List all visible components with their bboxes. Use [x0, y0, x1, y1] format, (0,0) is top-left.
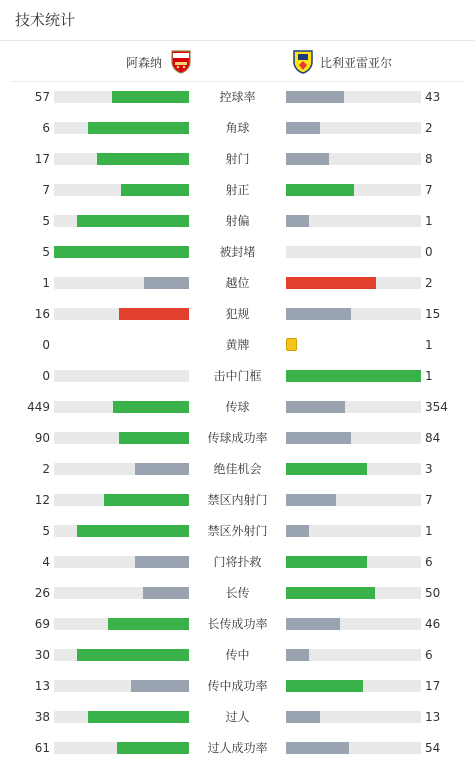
stat-label: 被封堵	[219, 245, 256, 259]
stat-label: 门将扑救	[213, 555, 262, 569]
away-bar-track	[286, 184, 421, 196]
stat-row	[0, 516, 475, 547]
home-bar-track	[54, 122, 189, 134]
stat-row	[0, 640, 475, 671]
away-bar-fill	[286, 91, 344, 103]
home-bar-fill	[88, 711, 189, 723]
away-bar-track	[286, 649, 421, 661]
away-value: 84	[425, 431, 441, 445]
home-bar-fill	[88, 122, 189, 134]
stat-label: 传球成功率	[207, 431, 268, 445]
stat-label: 长传	[225, 586, 250, 600]
away-value: 43	[425, 90, 441, 104]
stat-row	[0, 423, 475, 454]
away-bar-track	[286, 122, 421, 134]
home-bar-track	[54, 184, 189, 196]
away-bar-track	[286, 556, 421, 568]
away-bar-track	[286, 370, 421, 382]
home-value: 2	[42, 462, 50, 476]
stat-label: 过人成功率	[207, 741, 268, 755]
away-value: 1	[425, 214, 433, 228]
away-bar-fill	[286, 618, 340, 630]
away-bar-fill	[286, 680, 363, 692]
stat-label: 越位	[225, 276, 250, 290]
home-value: 1	[42, 276, 50, 290]
away-bar-fill	[286, 587, 375, 599]
away-team-name: 比利亚雷亚尔	[320, 55, 393, 70]
home-bar-fill	[113, 401, 189, 413]
home-bar-track	[54, 370, 189, 382]
home-team-name: 阿森纳	[126, 55, 163, 70]
page-title: 技术统计	[15, 11, 76, 29]
home-value: 13	[34, 679, 50, 693]
away-bar-track	[286, 308, 421, 320]
stat-row	[0, 82, 475, 113]
stat-row	[0, 547, 475, 578]
home-value: 57	[34, 90, 50, 104]
away-bar-track	[286, 91, 421, 103]
away-bar-track	[286, 711, 421, 723]
home-value: 0	[42, 369, 50, 383]
away-value: 6	[425, 555, 433, 569]
villarreal-crest-icon	[292, 50, 314, 74]
away-bar-track	[286, 680, 421, 692]
stat-row	[0, 268, 475, 299]
away-value: 0	[425, 245, 433, 259]
home-bar-track	[54, 463, 189, 475]
away-value: 354	[425, 400, 448, 414]
home-bar-fill	[143, 587, 189, 599]
away-value: 1	[425, 338, 433, 352]
stat-label: 过人	[225, 710, 250, 724]
away-value: 13	[425, 710, 441, 724]
away-bar-fill	[286, 153, 329, 165]
home-bar-track	[54, 494, 189, 506]
home-value: 449	[27, 400, 50, 414]
home-bar-track	[54, 649, 189, 661]
away-bar-track	[286, 215, 421, 227]
home-bar-track	[54, 711, 189, 723]
home-bar-fill	[119, 432, 189, 444]
home-bar-fill	[119, 308, 189, 320]
away-value: 2	[425, 121, 433, 135]
stat-row	[0, 671, 475, 702]
home-bar-fill	[112, 91, 189, 103]
home-bar-fill	[144, 277, 189, 289]
home-value: 38	[34, 710, 50, 724]
stat-label: 控球率	[219, 90, 256, 104]
home-bar-track	[54, 91, 189, 103]
away-bar-fill	[286, 122, 320, 134]
home-value: 12	[34, 493, 50, 507]
stat-row	[0, 454, 475, 485]
home-bar-track	[54, 308, 189, 320]
away-bar-fill	[286, 525, 309, 537]
home-bar-track	[54, 215, 189, 227]
home-bar-fill	[97, 153, 189, 165]
stat-label: 绝佳机会	[213, 462, 262, 476]
home-value: 5	[42, 524, 50, 538]
home-bar-track	[54, 680, 189, 692]
stat-row	[0, 113, 475, 144]
home-team[interactable]	[126, 42, 192, 82]
away-value: 15	[425, 307, 441, 321]
away-bar-fill	[286, 742, 349, 754]
stat-label: 禁区外射门	[207, 524, 268, 538]
home-value: 0	[42, 338, 50, 352]
away-bar-track	[286, 463, 421, 475]
away-bar-fill	[286, 556, 367, 568]
home-bar-fill	[131, 680, 189, 692]
home-bar-fill	[117, 742, 189, 754]
away-bar-track	[286, 246, 421, 258]
stat-label: 射门	[225, 152, 250, 166]
home-bar-fill	[108, 618, 189, 630]
home-bar-fill	[104, 494, 189, 506]
home-value: 26	[34, 586, 50, 600]
away-bar-track	[286, 742, 421, 754]
stat-row	[0, 578, 475, 609]
home-value: 5	[42, 214, 50, 228]
home-value: 30	[34, 648, 50, 662]
stat-label: 射正	[225, 183, 250, 197]
stat-row	[0, 609, 475, 640]
away-bar-fill	[286, 401, 345, 413]
away-bar-fill	[286, 184, 354, 196]
away-value: 17	[425, 679, 441, 693]
stat-row	[0, 299, 475, 330]
away-bar-track	[286, 277, 421, 289]
away-bar-fill	[286, 370, 421, 382]
away-value: 1	[425, 369, 433, 383]
header-bar	[0, 0, 475, 41]
stat-row	[0, 485, 475, 516]
arsenal-crest-icon	[170, 50, 192, 74]
home-bar-fill	[135, 463, 189, 475]
away-value: 8	[425, 152, 433, 166]
away-bar-track	[286, 618, 421, 630]
away-bar-track	[286, 587, 421, 599]
yellow-card-icon	[286, 338, 297, 351]
away-bar-fill	[286, 494, 336, 506]
home-bar-fill	[77, 525, 189, 537]
home-value: 5	[42, 245, 50, 259]
stat-label: 犯规	[225, 307, 250, 321]
away-bar-fill	[286, 308, 351, 320]
stat-label: 禁区内射门	[207, 493, 268, 507]
away-value: 46	[425, 617, 441, 631]
away-value: 3	[425, 462, 433, 476]
away-bar-track	[286, 494, 421, 506]
home-bar-track	[54, 742, 189, 754]
home-bar-fill	[54, 246, 189, 258]
home-value: 61	[34, 741, 50, 755]
away-bar-fill	[286, 649, 309, 661]
away-value: 2	[425, 276, 433, 290]
stat-label: 长传成功率	[207, 617, 268, 631]
away-value: 7	[425, 493, 433, 507]
stat-label: 击中门框	[213, 369, 262, 383]
home-bar-fill	[77, 649, 189, 661]
teams-header	[10, 42, 465, 82]
away-value: 6	[425, 648, 433, 662]
away-bar-fill	[286, 215, 309, 227]
away-bar-track	[286, 401, 421, 413]
home-bar-fill	[121, 184, 189, 196]
away-bar-track	[286, 153, 421, 165]
stat-label: 角球	[225, 121, 250, 135]
away-bar-fill	[286, 277, 376, 289]
stat-label: 传球	[225, 400, 250, 414]
home-bar-track	[54, 587, 189, 599]
home-bar-track	[54, 556, 189, 568]
away-bar-fill	[286, 711, 320, 723]
home-bar-track	[54, 153, 189, 165]
away-value: 7	[425, 183, 433, 197]
stat-label: 传中	[225, 648, 250, 662]
stat-row	[0, 392, 475, 423]
stat-row	[0, 144, 475, 175]
stat-row	[0, 330, 475, 361]
home-bar-track	[54, 618, 189, 630]
home-bar-track	[54, 246, 189, 258]
stat-row	[0, 206, 475, 237]
away-bar-fill	[286, 432, 351, 444]
stat-row	[0, 361, 475, 392]
away-bar-track	[286, 432, 421, 444]
stat-row	[0, 733, 475, 764]
stat-row	[0, 237, 475, 268]
stat-label: 黄牌	[225, 338, 250, 352]
away-value: 1	[425, 524, 433, 538]
away-bar-track	[286, 525, 421, 537]
home-bar-track	[54, 525, 189, 537]
home-value: 69	[34, 617, 50, 631]
away-bar-fill	[286, 463, 367, 475]
stat-row	[0, 702, 475, 733]
home-value: 7	[42, 183, 50, 197]
home-value: 4	[42, 555, 50, 569]
home-value: 6	[42, 121, 50, 135]
home-value: 90	[34, 431, 50, 445]
home-value: 17	[34, 152, 50, 166]
home-bar-track	[54, 277, 189, 289]
home-bar-fill	[77, 215, 189, 227]
away-team[interactable]	[292, 42, 392, 82]
stat-label: 传中成功率	[207, 679, 268, 693]
home-value: 16	[34, 307, 50, 321]
home-bar-track	[54, 432, 189, 444]
home-bar-track	[54, 401, 189, 413]
home-bar-fill	[135, 556, 189, 568]
stat-label: 射偏	[225, 214, 250, 228]
away-value: 54	[425, 741, 441, 755]
stat-row	[0, 175, 475, 206]
away-value: 50	[425, 586, 441, 600]
